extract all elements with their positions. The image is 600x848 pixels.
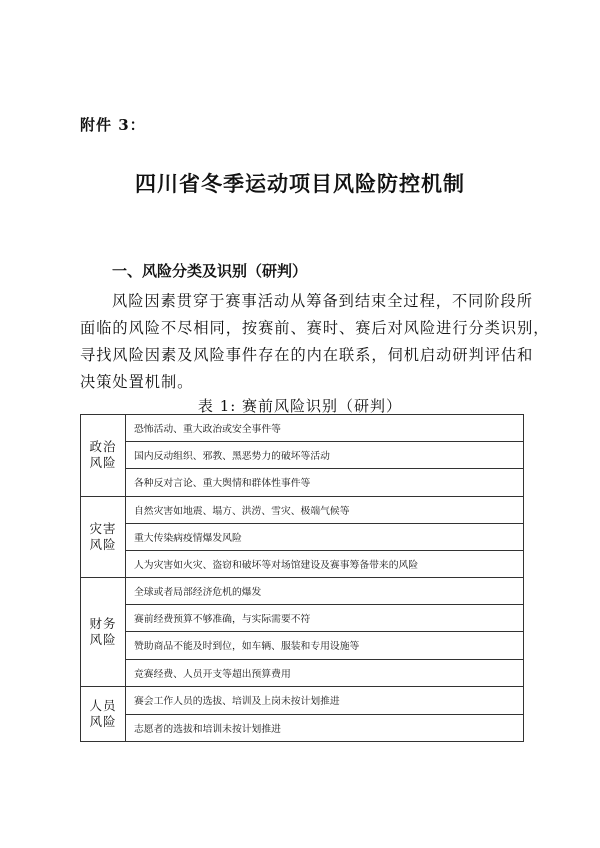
category-cell-personnel: 人员 风险 — [81, 687, 126, 742]
section-heading: 一、风险分类及识别（研判） — [112, 262, 308, 280]
table-row — [81, 441, 524, 469]
paragraph-line: 决策处置机制。 — [80, 373, 194, 391]
paragraph-line: 风险因素贯穿于赛事活动从筹备到结束全过程，不同阶段所 — [112, 292, 533, 310]
risk-item-cell: 志愿者的选拔和培训未按计划推进 — [126, 714, 524, 742]
table-caption: 表 1: 赛前风险识别（研判） — [197, 397, 403, 415]
risk-identification-table — [80, 414, 524, 742]
table-row — [81, 496, 524, 524]
table-row — [81, 714, 524, 742]
risk-item-cell: 赞助商品不能及时到位，如车辆、服装和专用设施等 — [126, 632, 524, 660]
paragraph-line: 面临的风险不尽相同，按赛前、赛时、赛后对风险进行分类识别， — [80, 319, 550, 337]
table-row — [81, 469, 524, 497]
table-row — [81, 524, 524, 551]
table-row — [81, 659, 524, 687]
section-paragraph — [80, 288, 550, 396]
risk-item-cell: 竞赛经费、人员开支等超出预算费用 — [126, 659, 524, 687]
paragraph-line: 寻找风险因素及风险事件存在的内在联系，伺机启动研判评估和 — [80, 346, 534, 364]
document-title: 四川省冬季运动项目风险防控机制 — [135, 171, 465, 196]
risk-item-cell: 自然灾害如地震、塌方、洪涝、雪灾、极端气候等 — [126, 496, 524, 524]
table-row — [81, 687, 524, 715]
risk-item-cell: 赛会工作人员的选拔、培训及上岗未按计划推进 — [126, 687, 524, 715]
category-cell-political: 政治 风险 — [81, 415, 126, 497]
category-cell-disaster: 灾害 风险 — [81, 496, 126, 578]
risk-item-cell: 各种反对言论、重大舆情和群体性事件等 — [126, 469, 524, 497]
table-row — [81, 550, 524, 578]
risk-item-cell: 重大传染病疫情爆发风险 — [126, 524, 524, 551]
risk-item-cell: 恐怖活动、重大政治或安全事件等 — [126, 415, 524, 442]
table-row — [81, 415, 524, 442]
risk-item-cell: 全球或者局部经济危机的爆发 — [126, 578, 524, 605]
table-row — [81, 578, 524, 605]
table-row — [81, 632, 524, 660]
risk-item-cell: 国内反动组织、邪教、黑恶势力的破坏等活动 — [126, 441, 524, 469]
risk-item-cell: 人为灾害如火灾、盗窃和破坏等对场馆建设及赛事筹备带来的风险 — [126, 550, 524, 578]
category-cell-financial: 财务 风险 — [81, 578, 126, 687]
risk-item-cell: 赛前经费预算不够准确，与实际需要不符 — [126, 604, 524, 632]
attachment-label: 附件 3： — [80, 116, 146, 134]
table-row — [81, 604, 524, 632]
